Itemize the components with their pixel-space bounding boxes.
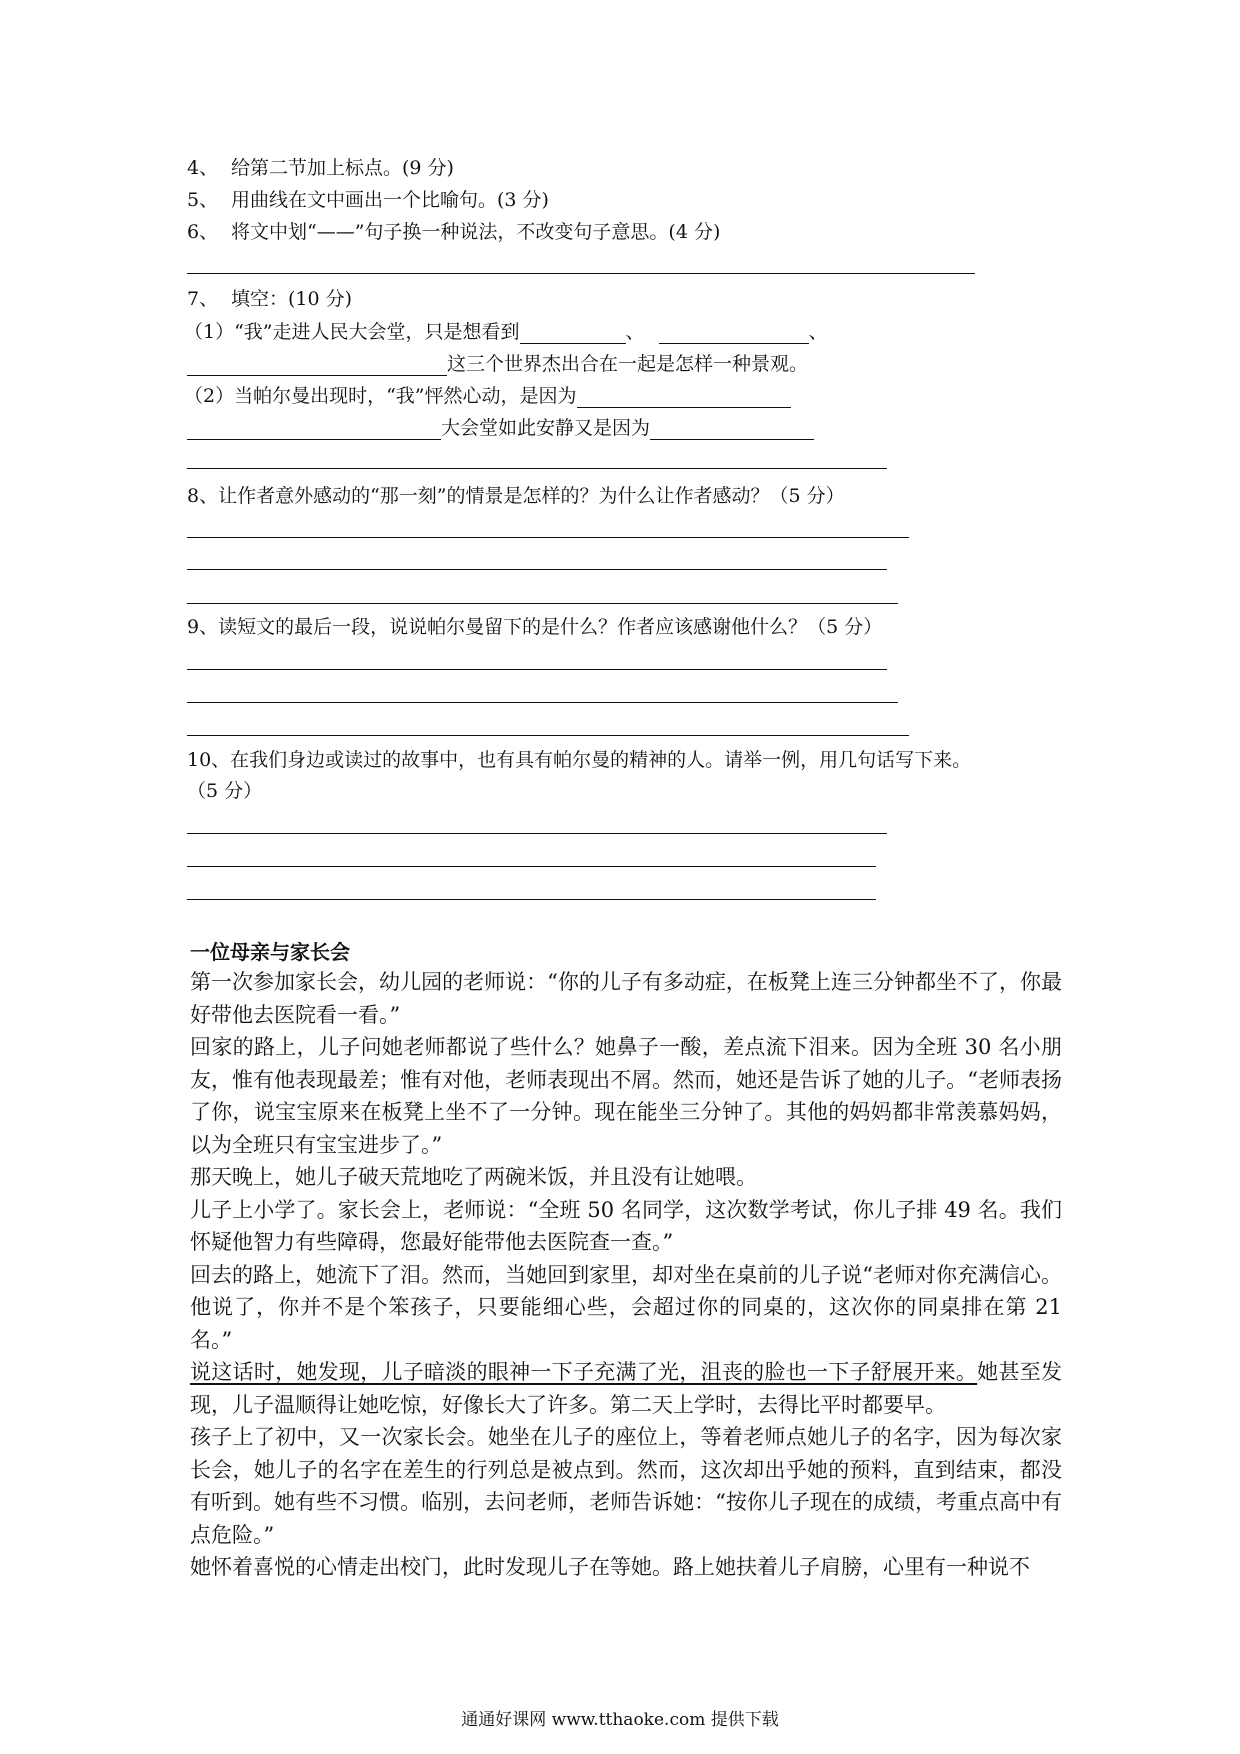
story-paragraph: 回家的路上，儿子问她老师都说了些什么？她鼻子一酸，差点流下泪来。因为全班 30 名小朋友，惟有他表现最差；惟有对他，老师表现出不屑。然而，她还是告诉了她的儿子。“老师表扬了你，说宝宝原来在板凳上坐不了一分钟。现在能坐三分钟了。其他的妈妈都非常羡慕妈妈，以为全班只有宝宝进步了。” [190, 1035, 1062, 1157]
question-number: 6、 [187, 221, 219, 243]
answer-line[interactable] [187, 569, 887, 570]
question-number: 4、 [187, 157, 219, 179]
fill-blank[interactable] [577, 385, 791, 408]
question-text: 填空：(10 分) [231, 288, 353, 310]
story-title: 一位母亲与家长会 [190, 940, 350, 964]
story-paragraph: 那天晚上，她儿子破天荒地吃了两碗米饭，并且没有让她喂。 [190, 1165, 757, 1189]
story-paragraph [190, 1356, 1062, 1421]
question-number: 7、 [187, 288, 219, 310]
fill-blank[interactable] [659, 321, 809, 344]
question-5 [187, 188, 549, 212]
answer-line[interactable] [187, 669, 887, 670]
fill-separator: 、 [808, 321, 828, 343]
question-9: 9、读短文的最后一段，说说帕尔曼留下的是什么？作者应该感谢他什么？（5 分） [187, 616, 883, 638]
answer-line[interactable] [187, 273, 975, 274]
answer-line[interactable] [187, 603, 898, 604]
fill-separator: 、 [625, 321, 645, 343]
answer-line[interactable] [187, 866, 876, 867]
fill-mid: 大会堂如此安静又是因为 [441, 417, 651, 439]
page-footer: 通通好课网 www.tthaoke.com 提供下载 [461, 1710, 779, 1730]
question-text: 将文中划“——”句子换一种说法，不改变句子意思。(4 分) [231, 221, 721, 243]
story-paragraph: 儿子上小学了。家长会上，老师说：“全班 50 名同学，这次数学考试，你儿子排 49 名。我们怀疑他智力有些障碍，您最好能带他去医院查一查。” [190, 1197, 1062, 1254]
fill-row-1b [187, 352, 808, 376]
answer-line[interactable] [187, 735, 909, 736]
story-paragraph: 孩子上了初中，又一次家长会。她坐在儿子的座位上，等着老师点她儿子的名字，因为每次家长会，她儿子的名字在差生的行列总是被点到。然而，这次却出乎她的预料，直到结束，都没有听到。她有些不习惯。临别，去问老师，老师告诉她：“按你儿子现在的成绩，考重点高中有点危险。” [190, 1425, 1062, 1547]
fill-blank[interactable] [520, 321, 626, 344]
question-6 [187, 220, 720, 244]
story-text: 她甚至发现，儿子温顺得让她吃惊，好像长大了许多。第二天上学时，去得比平时都要早。 [190, 1360, 1062, 1417]
underlined-sentence: 说这话时，她发现，儿子暗淡的眼神一下子充满了光，沮丧的脸也一下子舒展开来。 [190, 1360, 978, 1384]
fill-blank[interactable] [650, 417, 814, 440]
answer-line[interactable] [187, 537, 909, 538]
answer-line[interactable] [187, 899, 876, 900]
question-10: 10、在我们身边或读过的故事中，也有具有帕尔曼的精神的人。请举一例，用几句话写下来。 [187, 749, 972, 771]
story-paragraph: 她怀着喜悦的心情走出校门，此时发现儿子在等她。路上她扶着儿子肩膀，心里有一种说不 [190, 1555, 1030, 1579]
question-8: 8、让作者意外感动的“那一刻”的情景是怎样的？为什么让作者感动？（5 分） [187, 485, 845, 507]
question-4 [187, 156, 454, 180]
question-number: 5、 [187, 189, 219, 211]
fill-blank[interactable] [187, 353, 447, 376]
story-paragraph: 第一次参加家长会，幼儿园的老师说：“你的儿子有多动症，在板凳上连三分钟都坐不了，你最好带他去医院看一看。” [190, 970, 1062, 1027]
question-7 [187, 287, 352, 311]
answer-line[interactable] [187, 702, 898, 703]
fill-prefix: （1）“我”走进人民大会堂，只是想看到 [184, 321, 520, 343]
answer-line[interactable] [187, 468, 887, 469]
fill-row-1a [184, 320, 828, 344]
story-body [190, 966, 1062, 1584]
question-text: 给第二节加上标点。(9 分) [231, 157, 454, 179]
fill-suffix: 这三个世界杰出合在一起是怎样一种景观。 [447, 353, 809, 375]
question-text: 用曲线在文中画出一个比喻句。(3 分) [231, 189, 549, 211]
story-paragraph: 回去的路上，她流下了泪。然而，当她回到家里，却对坐在桌前的儿子说“老师对你充满信心。他说了，你并不是个笨孩子，只要能细心些，会超过你的同桌的，这次你的同桌排在第 21 名。” [190, 1262, 1062, 1352]
fill-row-2a [184, 384, 791, 408]
fill-blank[interactable] [187, 417, 441, 440]
fill-row-2b [187, 416, 814, 440]
question-10-score: （5 分） [187, 780, 263, 802]
fill-prefix: （2）当帕尔曼出现时，“我”怦然心动，是因为 [184, 385, 577, 407]
answer-line[interactable] [187, 833, 887, 834]
